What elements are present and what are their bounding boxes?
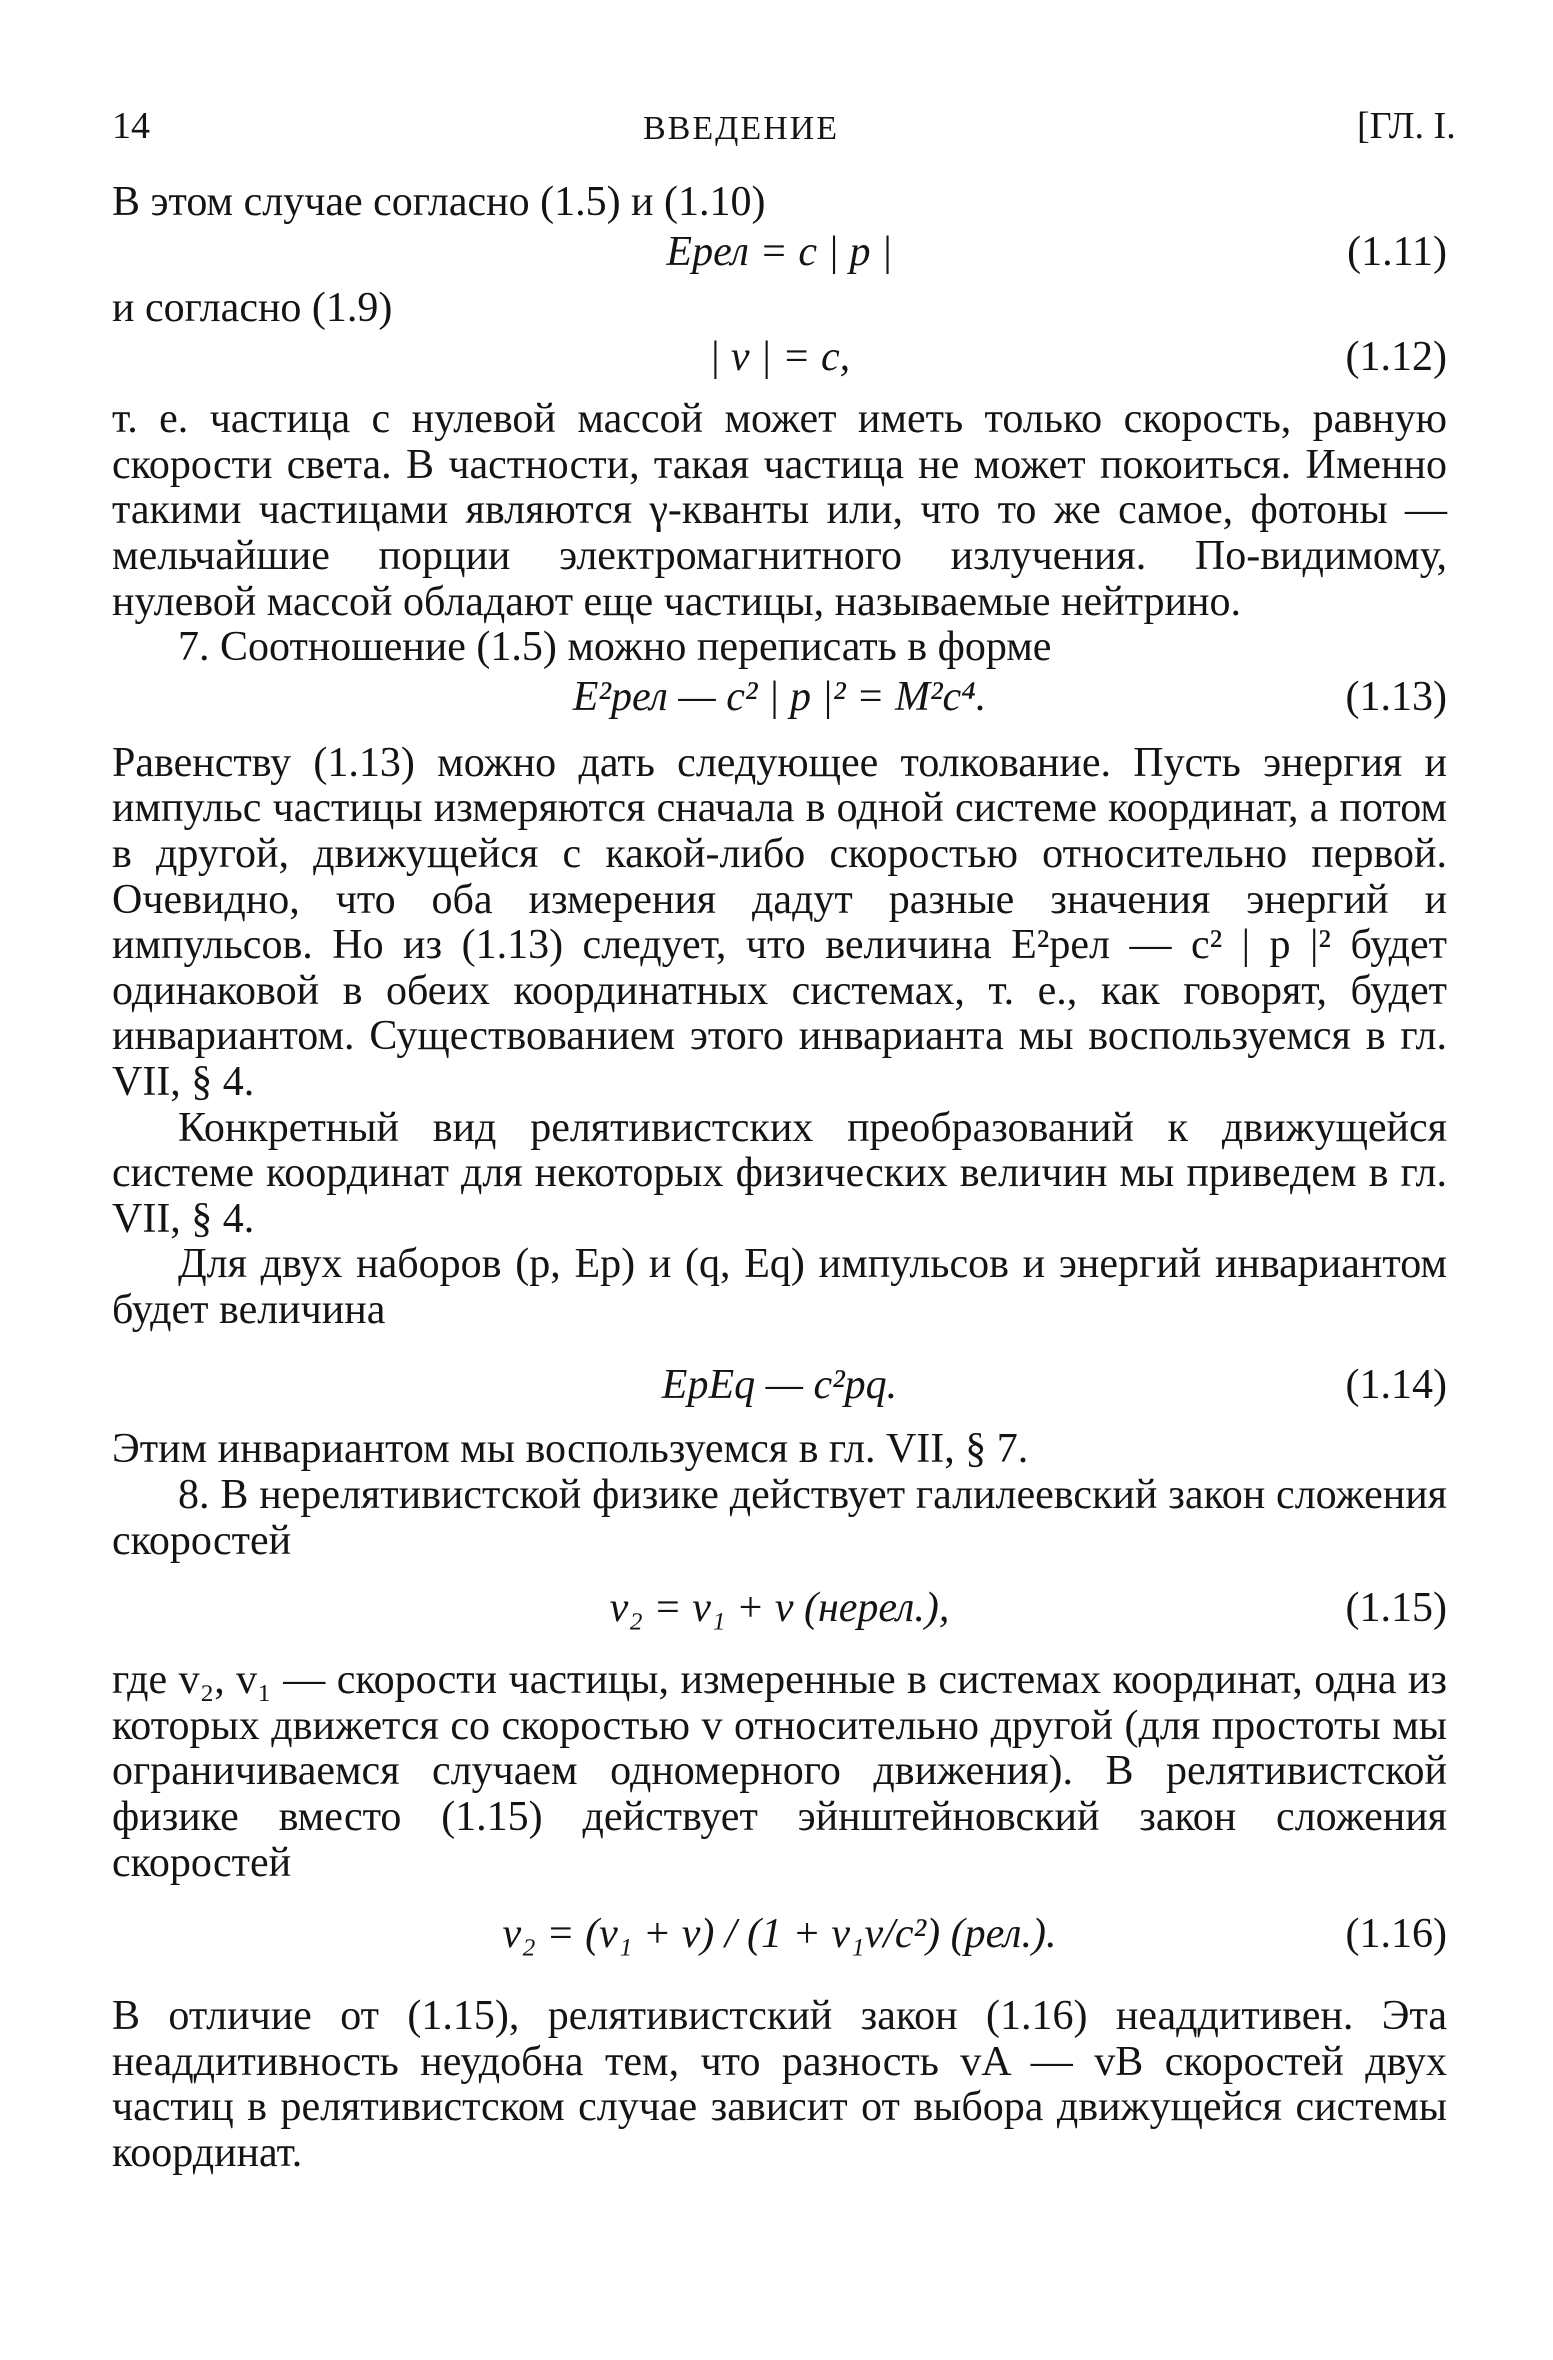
running-header xyxy=(0,104,1553,154)
page-number: 14 xyxy=(112,105,150,147)
paragraph: где v₂, v₁ — скорости частицы, измеренные в системах координат, одна из которых движется со скоростью v относительно другой (для простоты мы ограничиваемся случаем одномерного движения). В релятивистской физике вместо (1.15) действует эйнштейновский закон сложения скоростей xyxy=(112,1657,1447,1886)
paragraph: 7. Соотношение (1.5) можно переписать в форме xyxy=(178,624,1052,671)
equation-number: (1.11) xyxy=(1347,228,1447,275)
paragraph: В этом случае согласно (1.5) и (1.10) xyxy=(112,179,766,225)
paragraph: и согласно (1.9) xyxy=(112,284,393,331)
equation-formula: E²рел — c² | p |² = M²c⁴. xyxy=(572,673,987,720)
paragraph: Конкретный вид релятивистских преобразований к движущейся системе координат для некоторых физических величин мы приведем в гл. VII, § 4. xyxy=(112,1104,1447,1242)
equation-formula: | v | = c, xyxy=(708,334,851,381)
equation-1-11 xyxy=(112,230,1447,282)
paragraph: т. е. частица с нулевой массой может иметь только скорость, равную скорости света. В частности, такая частица не может покоиться. Именно такими частицами являются γ-кванты или, что то же самое, фотоны — мельчайшие порции электромагнитного излучения. По-видимому, нулевой массой обладают еще частицы, называемые нейтрино. xyxy=(112,396,1447,625)
equation-number: (1.13) xyxy=(1345,673,1447,720)
equation-1-12 xyxy=(112,335,1447,387)
paragraph: 8. В нерелятивистской физике действует галилеевский закон сложения скоростей xyxy=(112,1472,1447,1564)
paragraph: Для двух наборов (p, Ep) и (q, Eq) импульсов и энергий инвариантом будет величина xyxy=(112,1241,1447,1333)
equation-1-15 xyxy=(112,1568,1447,1654)
page-body xyxy=(112,180,1447,2177)
equation-number: (1.16) xyxy=(1345,1911,1447,1958)
paragraph: В отличие от (1.15), релятивистский закон (1.16) неаддитивен. Эта неаддитивность неудобна тем, что разность vA — vB скоростей двух частиц в релятивистском случае зависит от выбора движущейся системы координат. xyxy=(112,1993,1447,2176)
equation-formula: v₂ = (v₁ + v) / (1 + v₁v/c²) (рел.). xyxy=(502,1911,1057,1958)
chapter-label: [ГЛ. I. xyxy=(1357,105,1456,147)
equation-formula: EpEq — c²pq. xyxy=(661,1362,898,1409)
equation-1-13 xyxy=(112,675,1447,731)
equation-formula: Eрел = c | p | xyxy=(666,228,893,275)
equation-number: (1.15) xyxy=(1345,1585,1447,1632)
paragraph: Этим инвариантом мы воспользуемся в гл. VII, § 7. xyxy=(112,1426,1029,1473)
equation-formula: v₂ = v₁ + v (нерел.), xyxy=(609,1585,950,1632)
equation-1-14 xyxy=(112,1337,1447,1423)
equation-number: (1.14) xyxy=(1345,1362,1447,1409)
equation-number: (1.12) xyxy=(1345,334,1447,381)
paragraph: Равенству (1.13) можно дать следующее толкование. Пусть энергия и импульс частицы измеряются сначала в одной системе координат, а потом в другой, движущейся с какой-либо скоростью относительно первой. Очевидно, что оба измерения дадут разные значения энергий и импульсов. Но из (1.13) следует, что величина E²рел — c² | p |² будет одинаковой в обеих координатных системах, т. е., как говорят, будет инвариантом. Существованием этого инварианта мы воспользуемся в гл. VII, § 4. xyxy=(112,739,1447,1105)
running-title: ВВЕДЕНИЕ xyxy=(643,110,839,147)
equation-1-16 xyxy=(112,1890,1447,1976)
